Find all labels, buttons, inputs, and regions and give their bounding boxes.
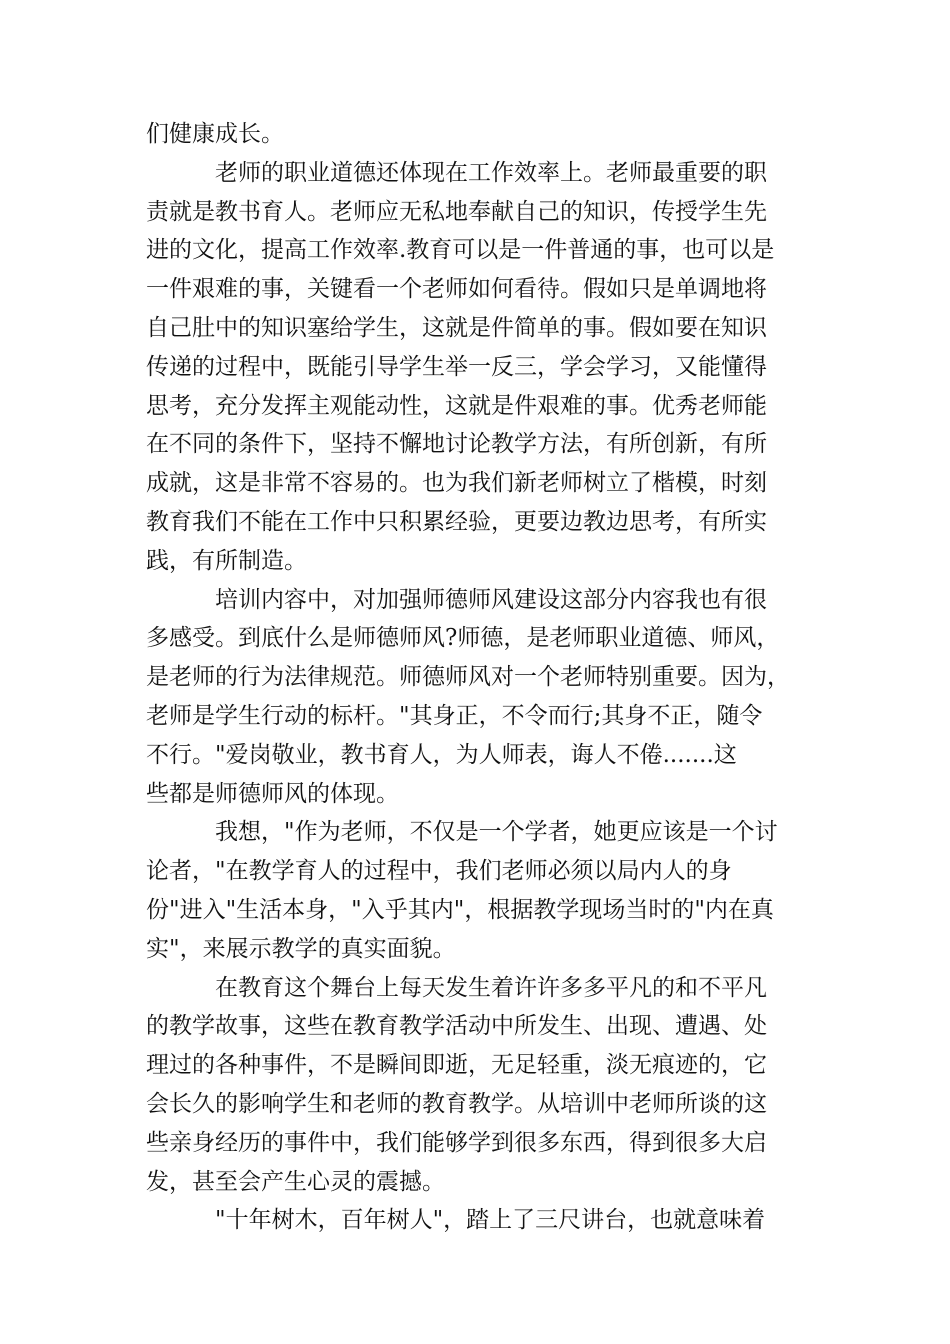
text-line: 的教学故事，这些在教育教学活动中所发生、出现、遭遇、处 [146, 1013, 767, 1040]
text-line: 成就，这是非常不容易的。也为我们新老师树立了楷模，时刻 [146, 470, 767, 497]
text-line: 一件艰难的事，关键看一个老师如何看待。假如只是单调地将 [146, 276, 767, 303]
paragraph-first-line: 我想，"作为老师，不仅是一个学者，她更应该是一个讨 [215, 819, 778, 846]
text-line: 进的文化，提高工作效率.教育可以是一件普通的事，也可以是 [146, 237, 775, 264]
paragraph-first-line: "十年树木，百年树人"，踏上了三尺讲台，也就意味着 [215, 1207, 766, 1234]
text-line: 发，甚至会产生心灵的震撼。 [146, 1168, 445, 1195]
text-line: 不行。"爱岗敬业，教书育人，为人师表，诲人不倦.......这 [146, 741, 737, 768]
text-line: 些亲身经历的事件中，我们能够学到很多东西，得到很多大启 [146, 1129, 767, 1156]
text-line: 多感受。到底什么是师德师风?师德，是老师职业道德、师风， [146, 625, 780, 652]
body-text [146, 115, 796, 1240]
text-line: 践，有所制造。 [146, 547, 307, 574]
text-line: 会长久的影响学生和老师的教育教学。从培训中老师所谈的这 [146, 1090, 767, 1117]
text-line: 份"进入"生活本身，"入乎其内"，根据教学现场当时的"内在真 [146, 896, 774, 923]
text-line: 教育我们不能在工作中只积累经验，更要边教边思考，有所实 [146, 508, 767, 535]
text-line: 在不同的条件下，坚持不懈地讨论教学方法，有所创新，有所 [146, 431, 767, 458]
text-line: 是老师的行为法律规范。师德师风对一个老师特别重要。因为， [146, 664, 790, 691]
text-line: 论者，"在教学育人的过程中，我们老师必须以局内人的身 [146, 858, 732, 885]
paragraph-first-line: 培训内容中，对加强师德师风建设这部分内容我也有很 [215, 586, 767, 613]
paragraph-first-line: 在教育这个舞台上每天发生着许许多多平凡的和不平凡 [215, 974, 767, 1001]
text-line: 传递的过程中，既能引导学生举一反三，学会学习，又能懂得 [146, 353, 767, 380]
text-line: 责就是教书育人。老师应无私地奉献自己的知识，传授学生先 [146, 198, 767, 225]
text-line: 们健康成长。 [146, 121, 284, 147]
text-line: 些都是师德师风的体现。 [146, 780, 399, 807]
text-line: 思考，充分发挥主观能动性，这就是件艰难的事。优秀老师能 [146, 392, 767, 419]
text-line: 理过的各种事件，不是瞬间即逝，无足轻重，淡无痕迹的，它 [146, 1052, 767, 1079]
text-line: 实"，来展示教学的真实面貌。 [146, 935, 456, 962]
text-line: 自己肚中的知识塞给学生，这就是件简单的事。假如要在知识 [146, 314, 767, 341]
paragraph-first-line: 老师的职业道德还体现在工作效率上。老师最重要的职 [215, 159, 767, 186]
text-line: 老师是学生行动的标杆。"其身正，不令而行;其身不正，随令 [146, 702, 763, 729]
